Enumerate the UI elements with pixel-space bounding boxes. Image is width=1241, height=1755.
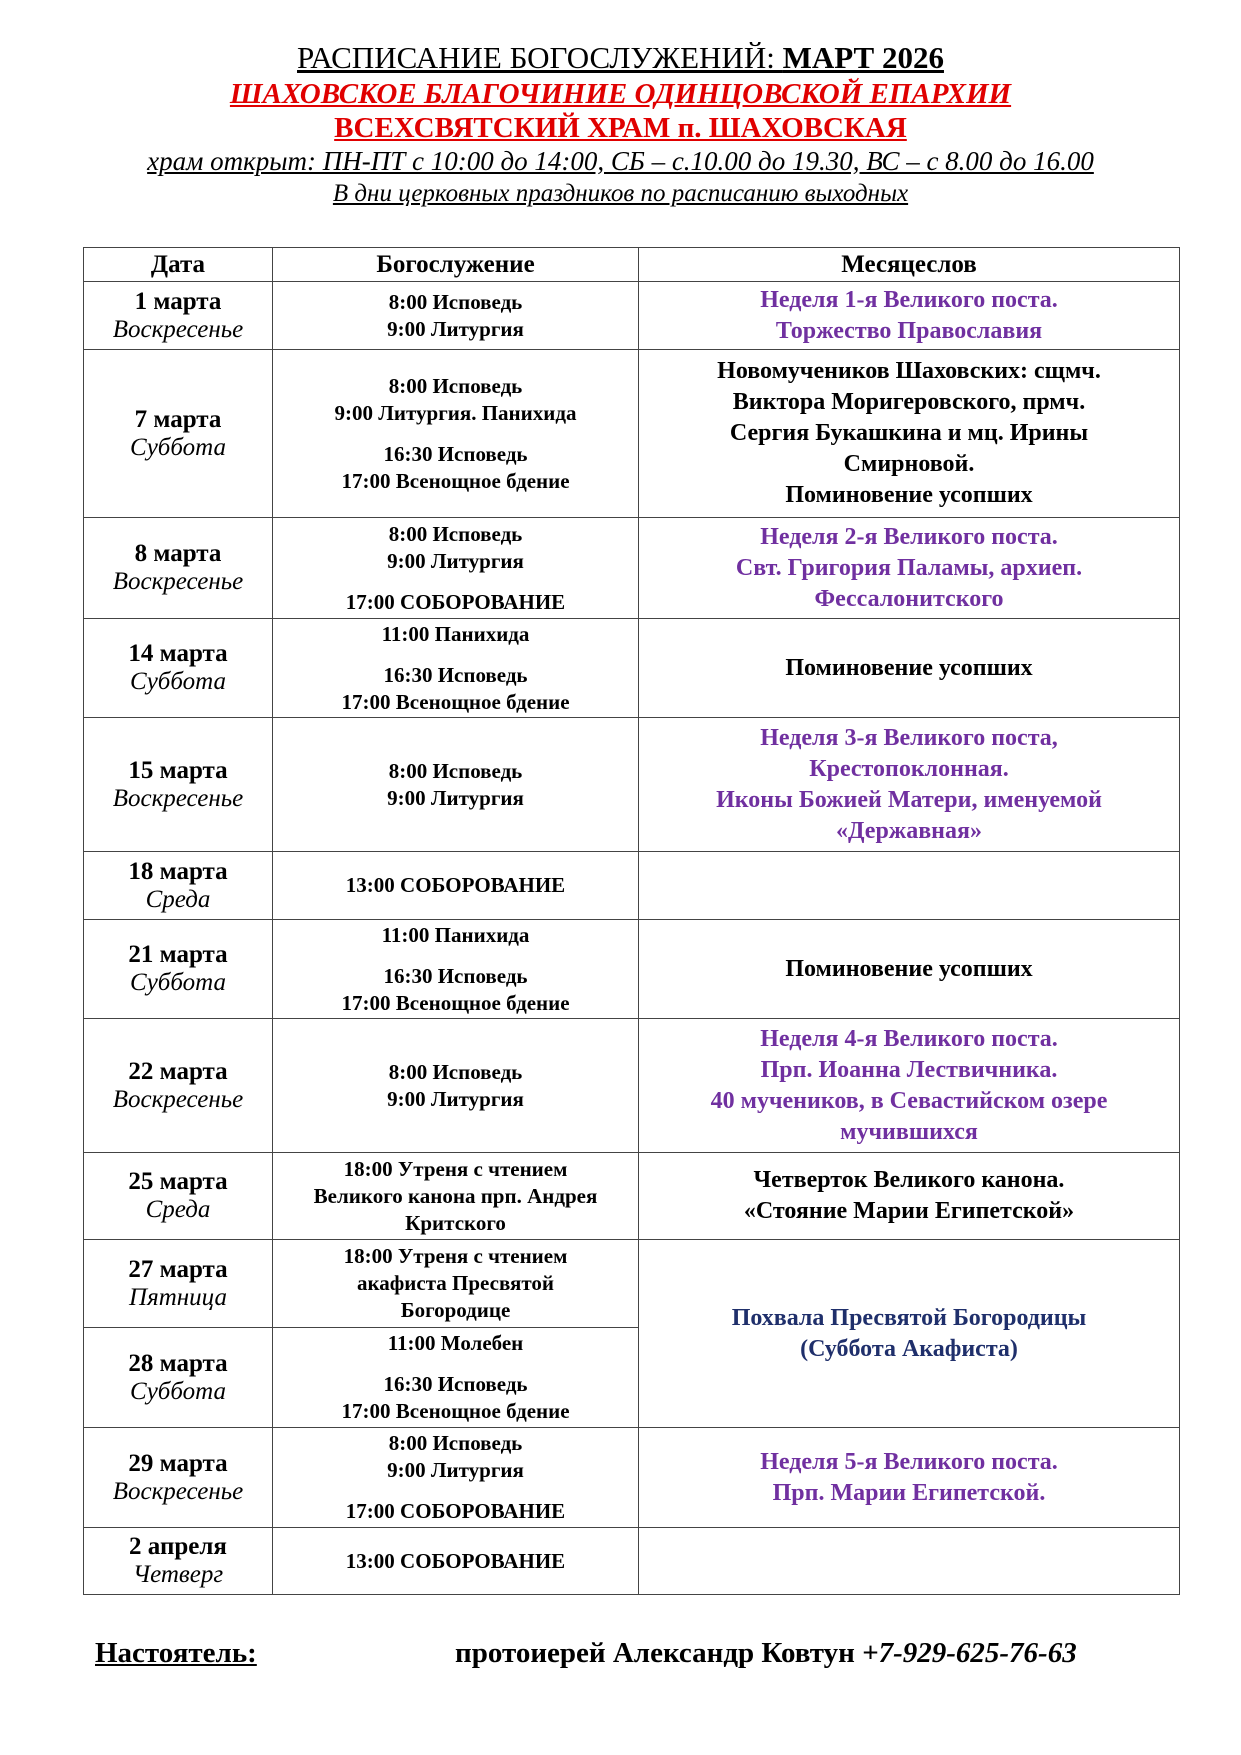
service-line: 9:00 Литургия — [387, 316, 524, 341]
date-cell — [84, 1240, 273, 1328]
service-line: 17:00 СОБОРОВАНИЕ — [345, 589, 566, 614]
calendar-line: «Стояние Марии Египетской» — [743, 1198, 1075, 1224]
rector-phone: +7-929-625-76-63 — [862, 1637, 1077, 1669]
date-label: 22 марта — [128, 1057, 228, 1085]
date-cell — [84, 1019, 273, 1153]
calendar-line: (Суббота Акафиста) — [800, 1335, 1018, 1362]
service-line: Критского — [405, 1210, 506, 1235]
service-line: Великого канона прп. Андрея — [313, 1183, 598, 1208]
date-cell — [84, 282, 273, 350]
table-row — [84, 619, 1180, 718]
calendar-line: Крестопоклонная. — [809, 755, 1009, 782]
service-line: 16:30 Исповедь — [383, 963, 528, 988]
weekday-label: Воскресенье — [112, 1085, 244, 1113]
weekday-label: Воскресенье — [112, 568, 244, 595]
date-cell — [84, 1328, 273, 1428]
calendar-line: Прп. Иоанна Лествичника. — [760, 1056, 1058, 1083]
service-gap — [277, 1484, 634, 1498]
service-line: 17:00 СОБОРОВАНИЕ — [345, 1499, 566, 1523]
column-header-service: Богослужение — [273, 248, 639, 282]
date-cell — [84, 1428, 273, 1528]
service-cell — [273, 518, 639, 619]
service-line: 8:00 Исповедь — [388, 289, 523, 314]
date-label: 15 марта — [128, 756, 228, 784]
service-line: 9:00 Литургия — [387, 1458, 524, 1482]
service-line: 17:00 Всенощное бдение — [341, 468, 570, 493]
calendar-cell — [639, 282, 1180, 350]
rector-label: Настоятель: — [95, 1637, 257, 1669]
service-gap — [277, 1357, 634, 1371]
footer — [95, 1637, 1145, 1670]
service-line: 16:30 Исповедь — [383, 441, 528, 466]
service-cell — [273, 1428, 639, 1528]
calendar-line: Смирновой. — [843, 451, 975, 477]
calendar-line: Неделя 5-я Великого поста. — [760, 1448, 1058, 1475]
service-line: 8:00 Исповедь — [388, 373, 523, 398]
schedule-table — [83, 247, 1180, 1595]
service-line: 11:00 Панихида — [381, 621, 530, 646]
service-line: 8:00 Исповедь — [388, 1059, 523, 1084]
service-line: 16:30 Исповедь — [383, 1372, 528, 1396]
table-row — [84, 852, 1180, 920]
weekday-label: Суббота — [130, 1377, 226, 1405]
service-line: 9:00 Литургия — [387, 1086, 524, 1111]
date-cell — [84, 718, 273, 852]
table-row — [84, 350, 1180, 518]
calendar-cell — [639, 1153, 1180, 1240]
holidays-note: В дни церковных праздников по расписанию выходных — [332, 180, 909, 207]
service-cell — [273, 1019, 639, 1153]
service-line: 13:00 СОБОРОВАНИЕ — [345, 873, 566, 897]
calendar-cell — [639, 1428, 1180, 1528]
table-row — [84, 920, 1180, 1019]
calendar-line: Новомучеников Шаховских: сщмч. — [717, 358, 1101, 384]
calendar-line: Фессалонитского — [814, 585, 1004, 612]
service-cell — [273, 718, 639, 852]
date-cell — [84, 1153, 273, 1240]
calendar-cell — [639, 852, 1180, 920]
calendar-line: «Державная» — [836, 817, 982, 844]
service-line: 18:00 Утреня с чтением — [343, 1244, 568, 1268]
date-label: 18 марта — [128, 857, 228, 885]
service-cell — [273, 1528, 639, 1595]
calendar-line: Поминовение усопших — [785, 654, 1033, 681]
date-cell — [84, 920, 273, 1019]
service-gap — [277, 648, 634, 662]
date-label: 21 марта — [128, 941, 228, 968]
weekday-label: Пятница — [129, 1283, 227, 1311]
date-cell — [84, 1528, 273, 1595]
table-row — [84, 1240, 1180, 1328]
weekday-label: Воскресенье — [112, 1477, 244, 1505]
service-gap — [277, 427, 634, 441]
calendar-line: Неделя 3-я Великого поста, — [760, 724, 1058, 751]
service-cell — [273, 852, 639, 920]
calendar-cell — [639, 718, 1180, 852]
date-label: 7 марта — [134, 405, 222, 433]
date-label: 14 марта — [128, 640, 228, 667]
service-cell — [273, 1153, 639, 1240]
calendar-line: 40 мучеников, в Севастийском озере — [710, 1087, 1108, 1114]
weekday-label: Среда — [145, 1196, 211, 1223]
calendar-cell — [639, 518, 1180, 619]
calendar-line: Поминовение усопших — [785, 482, 1033, 508]
calendar-line: Торжество Православия — [775, 317, 1043, 344]
weekday-label: Четверг — [132, 1561, 224, 1588]
calendar-cell — [639, 1019, 1180, 1153]
date-label: 25 марта — [128, 1168, 228, 1195]
service-line: акафиста Пресвятой — [356, 1271, 555, 1295]
weekday-label: Среда — [145, 885, 211, 913]
deanery-title: ШАХОВСКОЕ БЛАГОЧИНИЕ ОДИНЦОВСКОЙ ЕПАРХИИ — [229, 78, 1012, 110]
table-row — [84, 718, 1180, 852]
calendar-line: Похвала Пресвятой Богородицы — [731, 1304, 1087, 1331]
table-row — [84, 1428, 1180, 1528]
church-title: ВСЕХСВЯТСКИЙ ХРАМ п. ШАХОВСКАЯ — [334, 112, 907, 144]
service-cell — [273, 1240, 639, 1328]
service-gap — [277, 949, 634, 963]
opening-hours: храм открыт: ПН-ПТ с 10:00 до 14:00, СБ – с.10.00 до 19.30, ВС – с 8.00 до 16.00 — [147, 146, 1094, 176]
calendar-line: Прп. Марии Египетской. — [772, 1479, 1046, 1506]
calendar-cell — [639, 1528, 1180, 1595]
calendar-cell — [639, 350, 1180, 518]
service-line: 9:00 Литургия — [387, 785, 524, 810]
calendar-line: Неделя 1-я Великого поста. — [760, 286, 1058, 313]
service-line: 9:00 Литургия — [387, 548, 524, 573]
service-line: 8:00 Исповедь — [388, 758, 523, 783]
service-line: Богородице — [400, 1298, 511, 1322]
calendar-cell — [639, 920, 1180, 1019]
calendar-line: Неделя 2-я Великого поста. — [760, 523, 1058, 550]
weekday-label: Суббота — [130, 668, 226, 695]
service-line: 11:00 Молебен — [387, 1331, 524, 1355]
service-line: 8:00 Исповедь — [388, 1431, 523, 1455]
service-gap — [277, 575, 634, 589]
date-label: 27 марта — [128, 1255, 228, 1283]
service-line: 17:00 Всенощное бдение — [341, 990, 570, 1015]
title-month: МАРТ 2026 — [782, 40, 944, 75]
date-cell — [84, 350, 273, 518]
date-label: 28 марта — [128, 1349, 228, 1377]
service-cell — [273, 1328, 639, 1428]
calendar-cell — [639, 619, 1180, 718]
table-row — [84, 518, 1180, 619]
service-line: 11:00 Панихида — [381, 922, 530, 947]
weekday-label: Суббота — [130, 969, 226, 996]
column-header-calendar: Месяцеслов — [639, 248, 1180, 282]
service-line: 13:00 СОБОРОВАНИЕ — [345, 1548, 566, 1573]
service-line: 18:00 Утреня с чтением — [343, 1156, 568, 1181]
weekday-label: Воскресенье — [112, 784, 244, 812]
calendar-line: Четверток Великого канона. — [753, 1167, 1065, 1193]
service-cell — [273, 619, 639, 718]
calendar-line: Иконы Божией Матери, именуемой — [716, 786, 1102, 813]
table-row — [84, 1019, 1180, 1153]
service-line: 16:30 Исповедь — [383, 662, 528, 687]
service-line: 9:00 Литургия. Панихида — [334, 400, 577, 425]
calendar-cell — [639, 1240, 1180, 1428]
calendar-line: мучившихся — [840, 1118, 978, 1145]
column-header-date: Дата — [84, 248, 273, 282]
service-cell — [273, 920, 639, 1019]
calendar-line: Неделя 4-я Великого поста. — [760, 1025, 1058, 1052]
table-row — [84, 1153, 1180, 1240]
page-title: РАСПИСАНИЕ БОГОСЛУЖЕНИЙ: МАРТ 2026 — [297, 40, 944, 75]
calendar-line: Свт. Григория Паламы, архиеп. — [735, 554, 1083, 581]
service-line: 17:00 Всенощное бдение — [341, 689, 570, 714]
weekday-label: Воскресенье — [112, 315, 244, 343]
weekday-label: Суббота — [130, 433, 226, 461]
date-cell — [84, 518, 273, 619]
date-label: 1 марта — [134, 287, 222, 315]
service-line: 8:00 Исповедь — [388, 521, 523, 546]
table-header-row — [84, 248, 1180, 282]
date-cell — [84, 852, 273, 920]
date-cell — [84, 619, 273, 718]
date-label: 8 марта — [134, 540, 222, 567]
service-cell — [273, 282, 639, 350]
table-row — [84, 282, 1180, 350]
service-cell — [273, 350, 639, 518]
calendar-line: Виктора Моригеровского, прмч. — [732, 389, 1086, 415]
calendar-line: Поминовение усопших — [785, 955, 1033, 982]
service-line: 17:00 Всенощное бдение — [341, 1399, 570, 1423]
table-row — [84, 1528, 1180, 1595]
date-label: 29 марта — [128, 1449, 228, 1477]
date-label: 2 апреля — [129, 1533, 227, 1560]
calendar-line: Сергия Букашкина и мц. Ирины — [729, 420, 1089, 446]
rector-name: протоиерей Александр Ковтун — [455, 1637, 863, 1669]
